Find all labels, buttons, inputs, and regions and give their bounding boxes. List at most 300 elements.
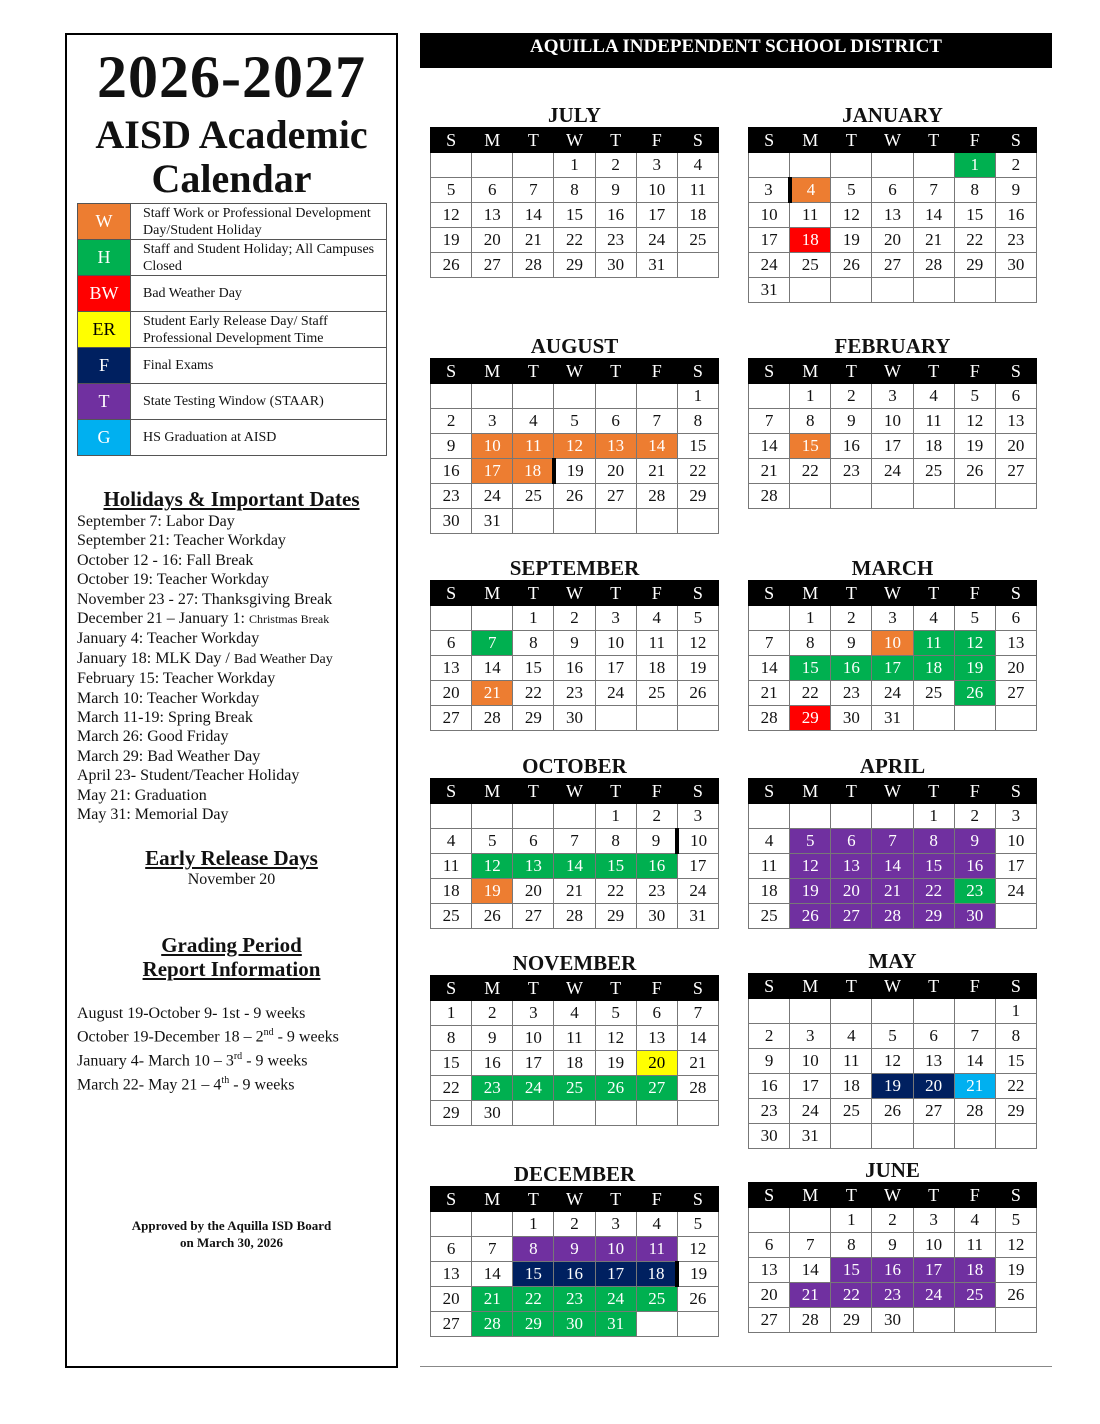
day-cell: 15 [595, 854, 636, 879]
week-row [749, 278, 1037, 303]
day-cell: 5 [995, 1208, 1036, 1233]
day-cell: 24 [595, 681, 636, 706]
week-row [431, 804, 719, 829]
day-cell: 5 [554, 409, 595, 434]
day-cell: 16 [872, 1258, 913, 1283]
weekday-label: M [472, 779, 513, 804]
month-name: NOVEMBER [512, 951, 637, 975]
weekday-label: S [677, 128, 718, 153]
month-june [748, 1158, 1037, 1333]
day-cell: 31 [872, 706, 913, 731]
day-cell: 27 [872, 253, 913, 278]
weekday-label: T [913, 581, 954, 606]
month-name: SEPTEMBER [509, 556, 640, 580]
day-cell: 13 [636, 1026, 677, 1051]
empty-cell [872, 484, 913, 509]
day-cell: 17 [595, 656, 636, 681]
day-cell: 17 [636, 203, 677, 228]
week-row [431, 1312, 719, 1337]
week-row [749, 153, 1037, 178]
day-cell: 11 [954, 1233, 995, 1258]
holidays-heading: Holidays & Important Dates [103, 487, 360, 511]
day-cell: 1 [554, 153, 595, 178]
day-cell: 27 [472, 253, 513, 278]
day-cell: 24 [749, 253, 790, 278]
day-cell: 19 [431, 228, 472, 253]
day-cell: 10 [677, 829, 718, 854]
day-cell: 5 [872, 1024, 913, 1049]
week-row [749, 631, 1037, 656]
weekday-label: M [472, 976, 513, 1001]
day-cell: 29 [913, 904, 954, 929]
color-legend [77, 203, 387, 456]
week-row [749, 854, 1037, 879]
weekday-label: T [513, 359, 554, 384]
day-cell: 17 [790, 1074, 831, 1099]
holiday-item: January 18: MLK Day / Bad Weather Day [77, 649, 333, 667]
day-cell: 12 [677, 631, 718, 656]
weekday-label: M [472, 128, 513, 153]
day-cell: 14 [749, 434, 790, 459]
day-cell: 13 [431, 1262, 472, 1287]
legend-code: F [78, 348, 131, 384]
weekday-label: W [872, 359, 913, 384]
day-cell: 13 [872, 203, 913, 228]
day-cell: 2 [872, 1208, 913, 1233]
empty-cell [995, 484, 1036, 509]
empty-cell [513, 1101, 554, 1126]
month-name: AUGUST [530, 334, 619, 358]
day-cell: 19 [872, 1074, 913, 1099]
day-cell: 4 [554, 1001, 595, 1026]
day-cell: 25 [954, 1283, 995, 1308]
legend-code: G [78, 420, 131, 456]
weekday-label: W [554, 359, 595, 384]
day-cell: 26 [954, 459, 995, 484]
month-may [748, 949, 1037, 1149]
weekday-label: W [872, 974, 913, 999]
day-cell: 22 [995, 1074, 1036, 1099]
day-cell: 2 [831, 384, 872, 409]
day-cell: 31 [677, 904, 718, 929]
early-release-date: November 20 [187, 871, 276, 888]
weekday-label: S [431, 359, 472, 384]
empty-cell [831, 999, 872, 1024]
day-cell: 9 [431, 434, 472, 459]
month-grid [430, 975, 719, 1126]
approval-line-1: Approved by the Aquilla ISD Board [131, 1218, 332, 1233]
empty-cell [790, 484, 831, 509]
day-cell: 12 [431, 203, 472, 228]
day-cell: 3 [872, 384, 913, 409]
day-cell: 25 [749, 904, 790, 929]
empty-cell [872, 153, 913, 178]
day-cell: 5 [831, 178, 872, 203]
empty-cell [472, 606, 513, 631]
weekday-label: S [995, 974, 1036, 999]
weekday-row [431, 581, 719, 606]
day-rows [749, 384, 1037, 509]
day-cell: 27 [636, 1076, 677, 1101]
day-cell: 14 [636, 434, 677, 459]
day-cell: 21 [636, 459, 677, 484]
day-cell: 29 [554, 253, 595, 278]
day-cell: 23 [831, 681, 872, 706]
week-row [749, 1258, 1037, 1283]
day-cell: 8 [513, 631, 554, 656]
empty-cell [954, 999, 995, 1024]
day-cell: 11 [636, 631, 677, 656]
day-cell: 5 [954, 606, 995, 631]
day-cell: 28 [554, 904, 595, 929]
week-row [431, 1237, 719, 1262]
weekday-label: T [831, 581, 872, 606]
day-cell: 24 [872, 459, 913, 484]
day-cell: 4 [677, 153, 718, 178]
day-cell: 15 [790, 656, 831, 681]
holiday-note: Bad Weather Day [233, 651, 333, 667]
week-row [431, 459, 719, 484]
day-cell: 1 [513, 606, 554, 631]
empty-cell [831, 1124, 872, 1149]
week-row [431, 1287, 719, 1312]
day-cell: 23 [554, 681, 595, 706]
day-cell: 18 [513, 459, 554, 484]
week-row [749, 459, 1037, 484]
day-cell: 11 [431, 854, 472, 879]
day-cell: 12 [954, 631, 995, 656]
weekday-label: S [995, 359, 1036, 384]
day-rows [749, 606, 1037, 731]
empty-cell [554, 804, 595, 829]
day-cell: 10 [790, 1049, 831, 1074]
day-cell: 8 [790, 631, 831, 656]
day-cell: 16 [554, 656, 595, 681]
day-cell: 2 [472, 1001, 513, 1026]
week-row [749, 1208, 1037, 1233]
day-cell: 13 [995, 409, 1036, 434]
day-cell: 14 [677, 1026, 718, 1051]
day-cell: 8 [995, 1024, 1036, 1049]
day-cell: 5 [595, 1001, 636, 1026]
weekday-label: S [749, 581, 790, 606]
day-cell: 24 [677, 879, 718, 904]
day-cell: 11 [790, 203, 831, 228]
day-cell: 3 [636, 153, 677, 178]
weekday-label: M [472, 359, 513, 384]
day-cell: 19 [954, 434, 995, 459]
week-row [749, 434, 1037, 459]
day-cell: 18 [749, 879, 790, 904]
legend-row [78, 276, 387, 312]
weekday-row [749, 974, 1037, 999]
day-cell: 21 [749, 681, 790, 706]
month-grid [748, 358, 1037, 509]
day-rows [431, 1212, 719, 1337]
day-cell: 29 [954, 253, 995, 278]
month-name: FEBRUARY [834, 334, 951, 358]
day-cell: 27 [595, 484, 636, 509]
empty-cell [636, 509, 677, 534]
week-row [749, 1024, 1037, 1049]
day-cell: 30 [554, 706, 595, 731]
legend-code: W [78, 204, 131, 240]
day-cell: 18 [954, 1258, 995, 1283]
day-cell: 28 [472, 706, 513, 731]
week-row [749, 1074, 1037, 1099]
weekday-label: M [790, 581, 831, 606]
day-cell: 2 [636, 804, 677, 829]
day-rows [431, 384, 719, 534]
day-cell: 24 [513, 1076, 554, 1101]
day-cell: 16 [595, 203, 636, 228]
day-cell: 25 [677, 228, 718, 253]
month-name: DECEMBER [513, 1162, 636, 1186]
weekday-label: S [995, 779, 1036, 804]
day-cell: 3 [749, 178, 790, 203]
day-cell: 15 [554, 203, 595, 228]
day-cell: 28 [677, 1076, 718, 1101]
empty-cell [472, 384, 513, 409]
day-cell: 17 [472, 459, 513, 484]
holiday-item: March 10: Teacher Workday [77, 689, 260, 707]
week-row [431, 1001, 719, 1026]
day-cell: 15 [995, 1049, 1036, 1074]
day-rows [749, 999, 1037, 1149]
day-cell: 10 [513, 1026, 554, 1051]
empty-cell [872, 999, 913, 1024]
weekday-label: S [431, 779, 472, 804]
day-cell: 11 [513, 434, 554, 459]
legend-row [78, 348, 387, 384]
weekday-header [749, 359, 1037, 384]
week-row [431, 1051, 719, 1076]
day-cell: 8 [954, 178, 995, 203]
day-cell: 2 [595, 153, 636, 178]
weekday-row [431, 779, 719, 804]
month-grid [748, 973, 1037, 1149]
week-row [431, 1212, 719, 1237]
week-row [431, 409, 719, 434]
month-september [430, 556, 719, 731]
day-cell: 12 [954, 409, 995, 434]
day-cell: 6 [831, 829, 872, 854]
day-cell: 27 [995, 681, 1036, 706]
approval-note [67, 1217, 396, 1251]
week-row [749, 804, 1037, 829]
day-cell: 6 [913, 1024, 954, 1049]
day-cell: 25 [790, 253, 831, 278]
day-rows [749, 804, 1037, 929]
day-cell: 23 [749, 1099, 790, 1124]
weekday-label: T [913, 779, 954, 804]
weekday-label: T [831, 359, 872, 384]
empty-cell [913, 706, 954, 731]
day-cell: 20 [995, 434, 1036, 459]
day-cell: 1 [790, 606, 831, 631]
day-cell: 1 [790, 384, 831, 409]
day-cell: 16 [954, 854, 995, 879]
grading-heading-1: Grading Period [161, 933, 302, 957]
day-cell: 26 [677, 681, 718, 706]
day-cell: 1 [513, 1212, 554, 1237]
week-row [749, 178, 1037, 203]
weekday-label: M [790, 974, 831, 999]
legend-description: Final Exams [131, 348, 387, 384]
weekday-label: F [636, 1187, 677, 1212]
weekday-label: W [872, 128, 913, 153]
day-cell: 2 [831, 606, 872, 631]
empty-cell [831, 153, 872, 178]
weekday-label: S [431, 128, 472, 153]
day-cell: 15 [954, 203, 995, 228]
weekday-label: S [677, 359, 718, 384]
day-cell: 25 [513, 484, 554, 509]
empty-cell [954, 484, 995, 509]
empty-cell [995, 1308, 1036, 1333]
empty-cell [790, 999, 831, 1024]
day-cell: 18 [636, 656, 677, 681]
day-cell: 21 [790, 1283, 831, 1308]
weekday-header [431, 128, 719, 153]
month-grid [430, 1186, 719, 1337]
empty-cell [913, 1308, 954, 1333]
week-row [749, 203, 1037, 228]
holiday-item: March 29: Bad Weather Day [77, 747, 261, 765]
day-cell: 8 [554, 178, 595, 203]
month-grid [430, 127, 719, 278]
holiday-item: February 15: Teacher Workday [77, 670, 276, 688]
month-august [430, 334, 719, 534]
day-cell: 11 [677, 178, 718, 203]
weekday-label: S [995, 581, 1036, 606]
empty-cell [790, 1208, 831, 1233]
day-cell: 1 [995, 999, 1036, 1024]
day-cell: 7 [872, 829, 913, 854]
day-cell: 7 [790, 1233, 831, 1258]
day-cell: 8 [677, 409, 718, 434]
day-cell: 17 [677, 854, 718, 879]
day-cell: 3 [595, 606, 636, 631]
day-cell: 4 [913, 384, 954, 409]
day-cell: 22 [595, 879, 636, 904]
empty-cell [749, 999, 790, 1024]
empty-cell [513, 153, 554, 178]
day-cell: 28 [790, 1308, 831, 1333]
day-cell: 4 [636, 1212, 677, 1237]
day-cell: 3 [472, 409, 513, 434]
day-cell: 19 [595, 1051, 636, 1076]
day-cell: 21 [872, 879, 913, 904]
day-cell: 2 [431, 409, 472, 434]
day-rows [431, 606, 719, 731]
week-row [749, 1124, 1037, 1149]
month-december [430, 1162, 719, 1337]
day-cell: 21 [513, 228, 554, 253]
day-cell: 8 [913, 829, 954, 854]
grading-period: January 4- March 10 – 3rd - 9 weeks [77, 1051, 308, 1070]
empty-cell [954, 1124, 995, 1149]
day-cell: 19 [472, 879, 513, 904]
empty-cell [595, 384, 636, 409]
holiday-item: September 21: Teacher Workday [77, 532, 286, 550]
day-cell: 8 [831, 1233, 872, 1258]
day-cell: 9 [595, 178, 636, 203]
empty-cell [513, 509, 554, 534]
weekday-label: T [595, 1187, 636, 1212]
day-cell: 2 [554, 606, 595, 631]
weekday-label: S [749, 128, 790, 153]
holiday-item: October 19: Teacher Workday [77, 571, 270, 589]
grading-heading-2: Report Information [142, 957, 321, 981]
day-cell: 16 [749, 1074, 790, 1099]
day-cell: 11 [913, 631, 954, 656]
day-cell: 1 [595, 804, 636, 829]
day-cell: 21 [472, 1287, 513, 1312]
day-cell: 18 [913, 434, 954, 459]
day-cell: 25 [636, 1287, 677, 1312]
day-cell: 9 [749, 1049, 790, 1074]
day-cell: 9 [554, 1237, 595, 1262]
day-cell: 15 [790, 434, 831, 459]
week-row [431, 904, 719, 929]
empty-cell [595, 509, 636, 534]
month-name: MARCH [851, 556, 934, 580]
day-cell: 16 [995, 203, 1036, 228]
weekday-label: T [831, 779, 872, 804]
empty-cell [954, 706, 995, 731]
day-cell: 3 [595, 1212, 636, 1237]
day-cell: 30 [636, 904, 677, 929]
weekday-header [749, 974, 1037, 999]
weekday-label: W [554, 976, 595, 1001]
day-cell: 9 [872, 1233, 913, 1258]
day-cell: 1 [431, 1001, 472, 1026]
legend-description: HS Graduation at AISD [131, 420, 387, 456]
day-cell: 25 [554, 1076, 595, 1101]
day-cell: 29 [677, 484, 718, 509]
day-cell: 2 [954, 804, 995, 829]
day-cell: 18 [790, 228, 831, 253]
empty-cell [472, 804, 513, 829]
holidays-list [77, 512, 333, 825]
weekday-row [431, 359, 719, 384]
month-april [748, 754, 1037, 929]
month-grid [748, 778, 1037, 929]
weekday-label: F [636, 581, 677, 606]
day-cell: 9 [831, 631, 872, 656]
empty-cell [513, 804, 554, 829]
day-cell: 5 [790, 829, 831, 854]
day-cell: 6 [472, 178, 513, 203]
empty-cell [872, 804, 913, 829]
weekday-label: T [913, 1183, 954, 1208]
day-cell: 12 [790, 854, 831, 879]
legend-description: Bad Weather Day [131, 276, 387, 312]
day-cell: 29 [513, 706, 554, 731]
empty-cell [472, 153, 513, 178]
day-cell: 16 [831, 434, 872, 459]
month-october [430, 754, 719, 929]
day-cell: 8 [431, 1026, 472, 1051]
empty-cell [995, 904, 1036, 929]
legend-description: Staff Work or Professional Development Day/Student Holiday [131, 204, 387, 240]
day-cell: 7 [472, 631, 513, 656]
day-rows [431, 153, 719, 278]
day-cell: 21 [913, 228, 954, 253]
weekday-header [749, 779, 1037, 804]
week-row [431, 178, 719, 203]
